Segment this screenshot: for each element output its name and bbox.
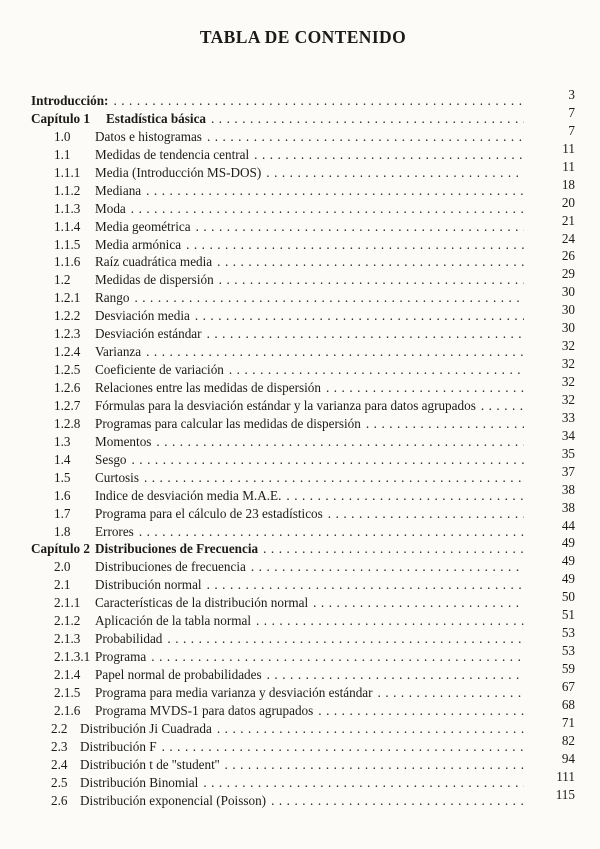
toc-row — [31, 661, 575, 685]
toc-entry-number: 1.8 — [54, 523, 71, 539]
toc-entry-label: Varianza — [95, 344, 142, 360]
toc-entry-label: Errores — [95, 523, 134, 539]
toc-entry-page-number: 11 — [562, 140, 575, 156]
dot-leader — [196, 219, 524, 235]
dot-leader — [207, 326, 524, 342]
dot-leader — [378, 685, 524, 701]
toc-row — [31, 391, 575, 416]
toc-row — [31, 230, 575, 255]
toc-entry-number: 1.2.4 — [54, 344, 81, 360]
toc-entry-number: 2.1.2 — [54, 613, 81, 629]
toc-entry-label: Aplicación de la tabla normal — [95, 613, 251, 629]
toc-entry-number: 1.1.3 — [54, 200, 81, 216]
toc-entry-label: Estadística básica — [106, 110, 207, 126]
dot-leader — [167, 631, 524, 647]
toc-entry-label: Curtosis — [95, 469, 139, 485]
toc-entry-label: Indice de desviación media M.A.E. — [95, 487, 282, 503]
toc-row — [31, 140, 575, 165]
toc-row — [31, 427, 575, 452]
toc-entry-number: 1.2.2 — [54, 308, 81, 324]
toc-row — [31, 463, 575, 488]
toc-row — [31, 750, 575, 775]
dot-leader — [254, 147, 524, 163]
toc-entry-label: Desviación media — [95, 308, 190, 324]
toc-row — [31, 481, 575, 506]
toc-entry-label: Rango — [95, 290, 130, 306]
dot-leader — [229, 362, 524, 378]
dot-leader — [217, 254, 524, 270]
dot-leader — [219, 272, 524, 288]
toc-entry-page-number: 38 — [561, 481, 575, 497]
toc-entry-number: 1.2.6 — [54, 380, 81, 395]
toc-row — [31, 284, 575, 308]
toc-row — [31, 625, 575, 649]
toc-entry-number: 1.1.6 — [54, 254, 81, 270]
toc-row — [31, 104, 575, 129]
toc-entry-page-number: 35 — [561, 445, 575, 461]
toc-entry-page-number: 49 — [561, 553, 575, 569]
dot-leader — [162, 739, 524, 755]
toc-row — [31, 176, 575, 201]
dot-leader — [251, 559, 524, 575]
toc-row — [31, 714, 575, 739]
toc-row — [31, 356, 575, 380]
toc-row — [31, 212, 575, 237]
toc-entry-label: Distribuciones de Frecuencia — [95, 541, 259, 557]
toc-entry-page-number: 29 — [561, 266, 575, 282]
toc-entry-page-number: 67 — [561, 678, 575, 694]
toc-row — [31, 248, 575, 272]
toc-row — [31, 517, 575, 542]
toc-entry-page-number: 21 — [561, 212, 575, 228]
toc-entry-number: 1.1 — [54, 146, 71, 162]
dot-leader — [286, 488, 524, 504]
dot-leader — [328, 506, 524, 522]
toc-entry-number: 1.2 — [54, 272, 71, 288]
toc-row — [31, 122, 575, 147]
toc-row — [31, 786, 575, 811]
toc-entry-label: Programa — [95, 649, 147, 665]
toc-row — [31, 158, 575, 183]
toc-entry-label: Momentos — [95, 433, 152, 449]
toc-entry-number: 1.6 — [54, 487, 71, 503]
toc-entry-label: Fórmulas para la desviación estándar y la varianza para datos agrupados — [95, 397, 476, 413]
dot-leader — [151, 649, 524, 665]
toc-entry-page-number: 32 — [561, 374, 575, 389]
dot-leader — [267, 667, 524, 683]
toc-entry-page-number: 34 — [561, 427, 575, 443]
toc-entry-page-number: 30 — [561, 320, 575, 336]
toc-entry-number: 2.5 — [51, 774, 68, 790]
page-title: TABLA DE CONTENIDO — [199, 27, 407, 47]
toc-entry-page-number: 115 — [555, 786, 575, 802]
toc-entry-label: Medidas de tendencia central — [95, 146, 250, 162]
dot-leader — [134, 290, 524, 306]
toc-entry-page-number: 32 — [561, 391, 575, 407]
toc-entry-number: Capítulo 1 — [31, 110, 90, 126]
toc-entry-page-number: 24 — [561, 230, 575, 246]
toc-entry-page-number: 30 — [561, 284, 575, 300]
dot-leader — [195, 308, 524, 324]
toc-entry-page-number: 26 — [561, 248, 575, 264]
toc-entry-number: 2.6 — [51, 792, 68, 808]
toc-entry-page-number: 33 — [561, 409, 575, 425]
toc-row — [31, 194, 575, 219]
toc-entry-page-number: 111 — [556, 768, 575, 784]
toc-entry-page-number: 11 — [562, 158, 575, 174]
toc-entry-page-number: 38 — [561, 499, 575, 515]
toc-entry-label: Introducción: — [31, 93, 109, 108]
toc-entry-number: 1.2.1 — [54, 290, 81, 306]
dot-leader — [326, 380, 524, 396]
dot-leader — [113, 93, 524, 109]
dot-leader — [207, 129, 524, 145]
toc-entry-page-number: 82 — [561, 732, 575, 748]
toc-entry-number: 1.1.5 — [54, 236, 81, 252]
toc-entry-page-number: 7 — [568, 122, 575, 138]
toc-entry-label: Distribución Ji Cuadrada — [80, 720, 212, 736]
toc-row — [31, 732, 575, 757]
dot-leader — [207, 577, 524, 593]
toc-row — [31, 499, 575, 524]
toc-entry-label: Programa MVDS-1 para datos agrupados — [95, 702, 314, 718]
toc-entry-page-number: 20 — [561, 194, 575, 210]
dot-leader — [263, 541, 524, 557]
toc-entry-label: Moda — [95, 200, 126, 216]
dot-leader — [366, 416, 524, 432]
toc-entry-label: Distribución t de ''student'' — [80, 756, 220, 772]
toc-entry-number: 1.3 — [54, 433, 71, 449]
toc-entry-number: 1.2.3 — [54, 326, 81, 342]
dot-leader — [225, 757, 524, 773]
toc-entry-number: 1.2.8 — [54, 415, 81, 431]
toc-entry-number: 2.1.3 — [54, 631, 81, 647]
toc-entry-number: 1.0 — [54, 128, 71, 144]
toc-entry-page-number: 68 — [561, 696, 575, 712]
toc-entry-label: Papel normal de probabilidades — [95, 667, 262, 682]
toc-entry-number: 2.1.5 — [54, 684, 81, 700]
toc-row — [31, 445, 575, 470]
toc-entry-page-number: 32 — [561, 338, 575, 354]
toc-entry-number: 1.1.4 — [54, 218, 81, 234]
toc-entry-number: 1.4 — [54, 451, 71, 467]
toc-entry-label: Coeficiente de variación — [95, 362, 224, 378]
dot-leader — [186, 237, 524, 253]
toc-entry-page-number: 44 — [561, 517, 575, 533]
toc-entry-page-number: 49 — [561, 571, 575, 587]
toc-entry-label: Programa para media varianza y desviación estándar — [95, 684, 373, 700]
dot-leader — [131, 201, 524, 217]
dot-leader — [139, 524, 524, 540]
toc-entry-label: Probabilidad — [95, 631, 163, 647]
dot-leader — [146, 344, 524, 360]
toc-entry-page-number: 94 — [561, 750, 575, 766]
toc-row — [31, 643, 575, 667]
toc-entry-number: 2.1.1 — [54, 595, 81, 611]
toc-entry-page-number: 59 — [561, 661, 575, 676]
toc-entry-label: Programas para calcular las medidas de dispersión — [95, 415, 361, 431]
toc-row — [31, 589, 575, 613]
dot-leader — [271, 793, 524, 809]
toc-row — [31, 320, 575, 344]
toc-row — [31, 678, 575, 703]
toc-entry-page-number: 37 — [561, 463, 575, 479]
toc-entry-label: Medidas de dispersión — [95, 272, 214, 288]
toc-entry-number: 2.4 — [51, 756, 68, 772]
toc-entry-label: Media (Introducción MS-DOS) — [95, 164, 262, 180]
dot-leader — [318, 703, 524, 719]
dot-leader — [203, 775, 524, 791]
toc-list — [31, 87, 575, 811]
toc-entry-label: Distribución F — [80, 738, 157, 754]
toc-entry-label: Raíz cuadrática media — [95, 254, 213, 270]
toc-entry-label: Distribuciones de frecuencia — [95, 559, 246, 575]
dot-leader — [132, 452, 524, 468]
toc-entry-number: 2.1.6 — [54, 702, 81, 718]
toc-entry-label: Sesgo — [95, 451, 127, 467]
toc-entry-number: 1.5 — [54, 469, 71, 485]
toc-entry-page-number: 49 — [561, 535, 575, 551]
toc-row — [31, 768, 575, 793]
toc-entry-page-number: 7 — [568, 104, 575, 120]
toc-entry-number: 2.2 — [51, 720, 68, 736]
dot-leader — [481, 398, 524, 414]
toc-entry-page-number: 18 — [561, 176, 575, 192]
toc-entry-label: Desviación estándar — [95, 326, 202, 342]
toc-entry-page-number: 50 — [561, 589, 575, 605]
toc-row — [31, 338, 575, 362]
toc-row — [31, 302, 575, 326]
toc-entry-page-number: 53 — [561, 625, 575, 641]
toc-entry-label: Datos e histogramas — [95, 128, 202, 144]
toc-entry-page-number: 53 — [561, 643, 575, 659]
toc-entry-label: Programa para el cálculo de 23 estadísticos — [95, 505, 323, 521]
toc-row — [31, 266, 575, 290]
toc-row — [31, 553, 575, 577]
toc-entry-number: Capítulo 2 — [31, 541, 90, 557]
dot-leader — [144, 470, 524, 486]
toc-entry-number: 2.0 — [54, 559, 71, 575]
toc-entry-label: Distribución normal — [95, 577, 202, 593]
dot-leader — [156, 434, 524, 450]
dot-leader — [313, 595, 524, 611]
dot-leader — [256, 613, 524, 629]
toc-entry-page-number: 32 — [561, 356, 575, 372]
toc-entry-label: Mediana — [95, 182, 142, 198]
toc-entry-label: Distribución Binomial — [80, 774, 199, 790]
toc-entry-number: 2.1.4 — [54, 667, 81, 682]
toc-entry-number: 1.1.2 — [54, 182, 81, 198]
toc-row — [31, 607, 575, 631]
toc-entry-number: 2.3 — [51, 738, 68, 754]
dot-leader — [266, 165, 524, 181]
toc-entry-label: Distribución exponencial (Poisson) — [80, 792, 267, 808]
toc-entry-label: Relaciones entre las medidas de dispersión — [95, 380, 321, 395]
toc-entry-page-number: 30 — [561, 302, 575, 318]
toc-row — [31, 87, 575, 111]
toc-row — [31, 374, 575, 398]
dot-leader — [217, 721, 524, 737]
toc-entry-page-number: 3 — [568, 87, 575, 102]
toc-entry-number: 1.2.7 — [54, 397, 81, 413]
toc-entry-page-number: 51 — [561, 607, 575, 623]
toc-row — [31, 409, 575, 434]
toc-entry-label: Media armónica — [95, 236, 182, 252]
toc-entry-page-number: 71 — [561, 714, 575, 730]
toc-row — [31, 535, 575, 559]
toc-entry-number: 1.2.5 — [54, 362, 81, 378]
toc-row — [31, 696, 575, 721]
toc-row — [31, 571, 575, 595]
toc-entry-number: 2.1.3.1 — [54, 649, 91, 665]
toc-entry-number: 1.1.1 — [54, 164, 81, 180]
toc-entry-label: Características de la distribución normal — [95, 595, 309, 611]
dot-leader — [146, 183, 524, 199]
toc-entry-label: Media geométrica — [95, 218, 191, 234]
dot-leader — [211, 111, 524, 127]
toc-entry-number: 2.1 — [54, 577, 71, 593]
toc-entry-number: 1.7 — [54, 505, 71, 521]
